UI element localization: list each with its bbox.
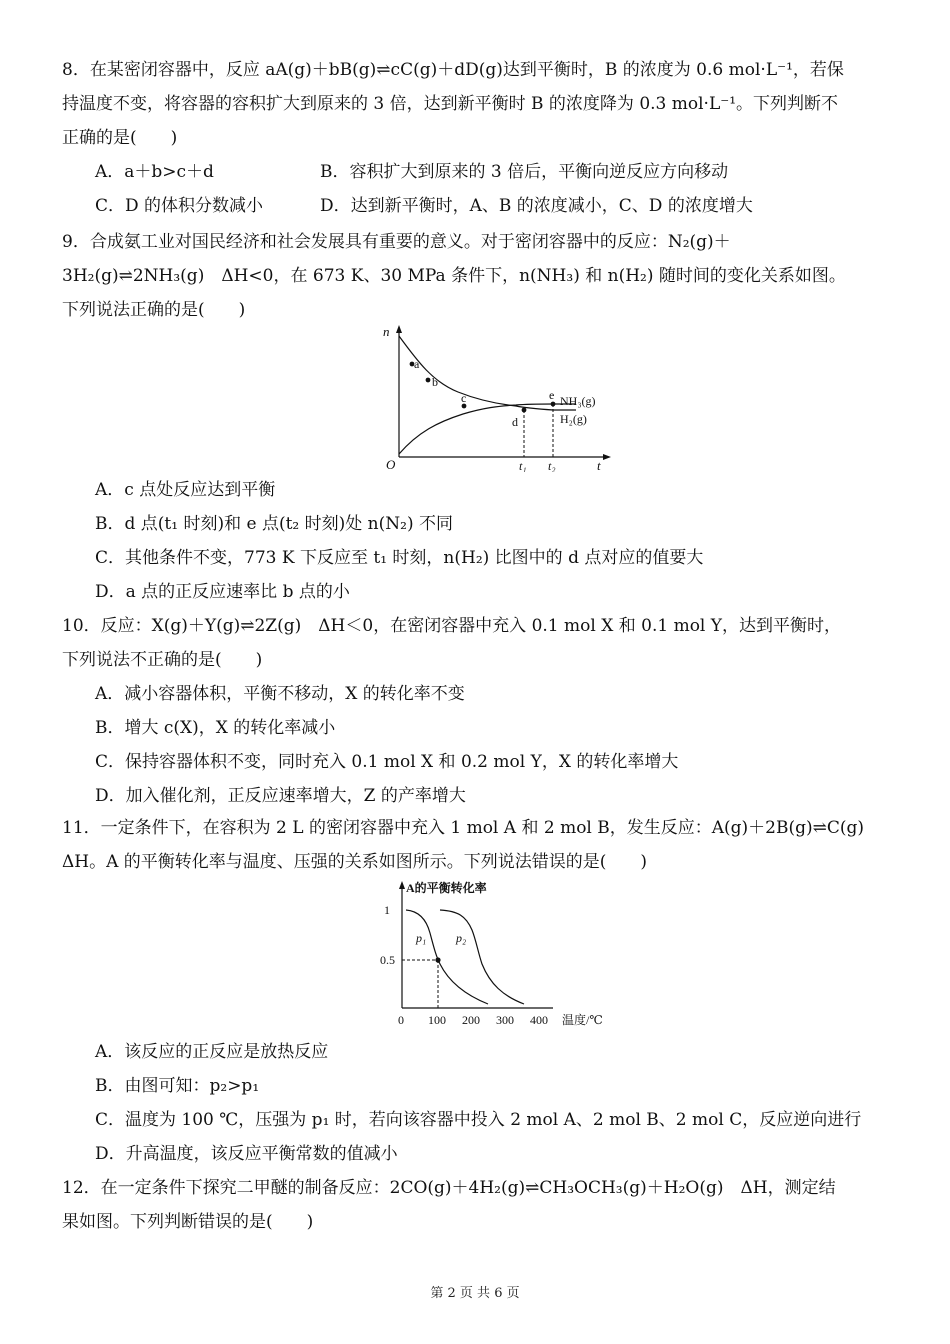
q8-stem-line3: 正确的是( ) (62, 128, 178, 148)
q9-stem-line2: 3H₂(g)⇌2NH₃(g) ΔH<0，在 673 K、30 MPa 条件下，n(NH₃) 和 n(H₂) 随时间的变化关系如图。 (62, 266, 846, 286)
q9-label-t2: t₂ (548, 459, 556, 472)
q11-y-label: A的平衡转化率 (406, 881, 487, 895)
q11-stem-line2: ΔH。A 的平衡转化率与温度、压强的关系如图所示。下列说法错误的是( ) (62, 852, 648, 872)
q8-stem-line1: 8．在某密闭容器中，反应 aA(g)＋bB(g)⇌cC(g)＋dD(g)达到平衡时，B 的浓度为 0.6 mol·L⁻¹，若保 (62, 60, 844, 80)
q11-xtick-100: 100 (428, 1013, 446, 1027)
q9-stem-line3: 下列说法正确的是( ) (62, 300, 246, 320)
q11-p1-curve (406, 910, 488, 1004)
page-footer: 第 2 页 共 6 页 (430, 1286, 520, 1301)
q9-point-d (522, 408, 527, 413)
q11-stem-line1: 11．一定条件下，在容积为 2 L 的密闭容器中充入 1 mol A 和 2 mol B，发生反应：A(g)＋2B(g)⇌C(g) (62, 818, 865, 838)
q10-stem-line2: 下列说法不正确的是( ) (62, 650, 263, 670)
q9-y-label: n (383, 324, 390, 339)
q9-label-nh3: NH₃(g) (560, 394, 596, 408)
q9-label-t1: t₁ (519, 459, 527, 472)
q8-option-c: C．D 的体积分数减小 (95, 196, 264, 216)
q11-x-label: 温度/℃ (562, 1013, 603, 1027)
q8-option-b: B．容积扩大到原来的 3 倍后，平衡向逆反应方向移动 (320, 162, 729, 182)
q11-p2-curve (440, 910, 524, 1004)
q8-option-a: A．a＋b>c＋d (95, 162, 214, 182)
q11-point (435, 957, 440, 962)
q11-label-p2: p₂ (456, 931, 467, 945)
q9-point-b (426, 378, 431, 383)
q12-stem-line2: 果如图。下列判断错误的是( ) (62, 1212, 314, 1232)
q10-option-a: A．减小容器体积，平衡不移动，X 的转化率不变 (95, 684, 465, 704)
q11-xtick-400: 400 (530, 1013, 548, 1027)
q11-option-a: A．该反应的正反应是放热反应 (95, 1042, 329, 1062)
q9-h2-curve-a (399, 336, 553, 410)
q9-x-arrow (603, 454, 611, 460)
q12-stem-line1: 12．在一定条件下探究二甲醚的制备反应：2CO(g)＋4H₂(g)⇌CH₃OCH₃(g)＋H₂O(g) ΔH，测定结 (62, 1178, 836, 1198)
q10-stem-line1: 10．反应：X(g)＋Y(g)⇌2Z(g) ΔH＜0，在密闭容器中充入 0.1 mol X 和 0.1 mol Y，达到平衡时， (62, 616, 841, 636)
q9-figure (378, 322, 618, 472)
q11-ytick-1: 1 (384, 903, 390, 917)
q8-stem-line2: 持温度不变，将容器的容积扩大到原来的 3 倍，达到新平衡时 B 的浓度降为 0.3 mol·L⁻¹。下列判断不 (62, 94, 839, 114)
q9-x-label: t (597, 458, 601, 472)
q9-label-c: c (461, 391, 467, 405)
q9-option-a: A．c 点处反应达到平衡 (95, 480, 276, 500)
q9-stem-line1: 9．合成氨工业对国民经济和社会发展具有重要的意义。对于密闭容器中的反应：N₂(g)＋ (62, 232, 731, 252)
q11-y-arrow (399, 881, 405, 889)
q9-label-h2: H₂(g) (560, 412, 587, 426)
q11-xtick-200: 200 (462, 1013, 480, 1027)
q11-option-c: C．温度为 100 ℃，压强为 p₁ 时，若向该容器中投入 2 mol A、2 mol B、2 mol C，反应逆向进行 (95, 1110, 862, 1130)
q11-label-p1: p₁ (416, 931, 427, 945)
q9-label-e: e (549, 388, 555, 402)
q9-label-b: b (432, 375, 438, 389)
q11-figure (378, 878, 618, 1030)
q10-option-d: D．加入催化剂，正反应速率增大，Z 的产率增大 (95, 786, 466, 806)
q9-option-b: B．d 点(t₁ 时刻)和 e 点(t₂ 时刻)处 n(N₂) 不同 (95, 514, 453, 534)
q10-option-c: C．保持容器体积不变，同时充入 0.1 mol X 和 0.2 mol Y，X 的转化率增大 (95, 752, 679, 772)
q9-nh3-curve-a (399, 404, 553, 454)
q9-option-d: D．a 点的正反应速率比 b 点的小 (95, 582, 350, 602)
q11-xtick-0: 0 (398, 1013, 404, 1027)
q9-label-d: d (512, 415, 518, 429)
q9-label-a: a (414, 357, 420, 371)
q11-ytick-05: 0.5 (380, 953, 395, 967)
q11-option-d: D．升高温度，该反应平衡常数的值减小 (95, 1144, 398, 1164)
q9-y-arrow (396, 325, 402, 333)
q10-option-b: B．增大 c(X)，X 的转化率减小 (95, 718, 336, 738)
q11-option-b: B．由图可知：p₂>p₁ (95, 1076, 260, 1096)
q9-option-c: C．其他条件不变，773 K 下反应至 t₁ 时刻，n(H₂) 比图中的 d 点对应的值要大 (95, 548, 704, 568)
q9-point-e (551, 402, 556, 407)
q8-option-d: D．达到新平衡时，A、B 的浓度减小，C、D 的浓度增大 (320, 196, 753, 216)
q9-origin-label: O (386, 457, 396, 472)
q11-xtick-300: 300 (496, 1013, 514, 1027)
